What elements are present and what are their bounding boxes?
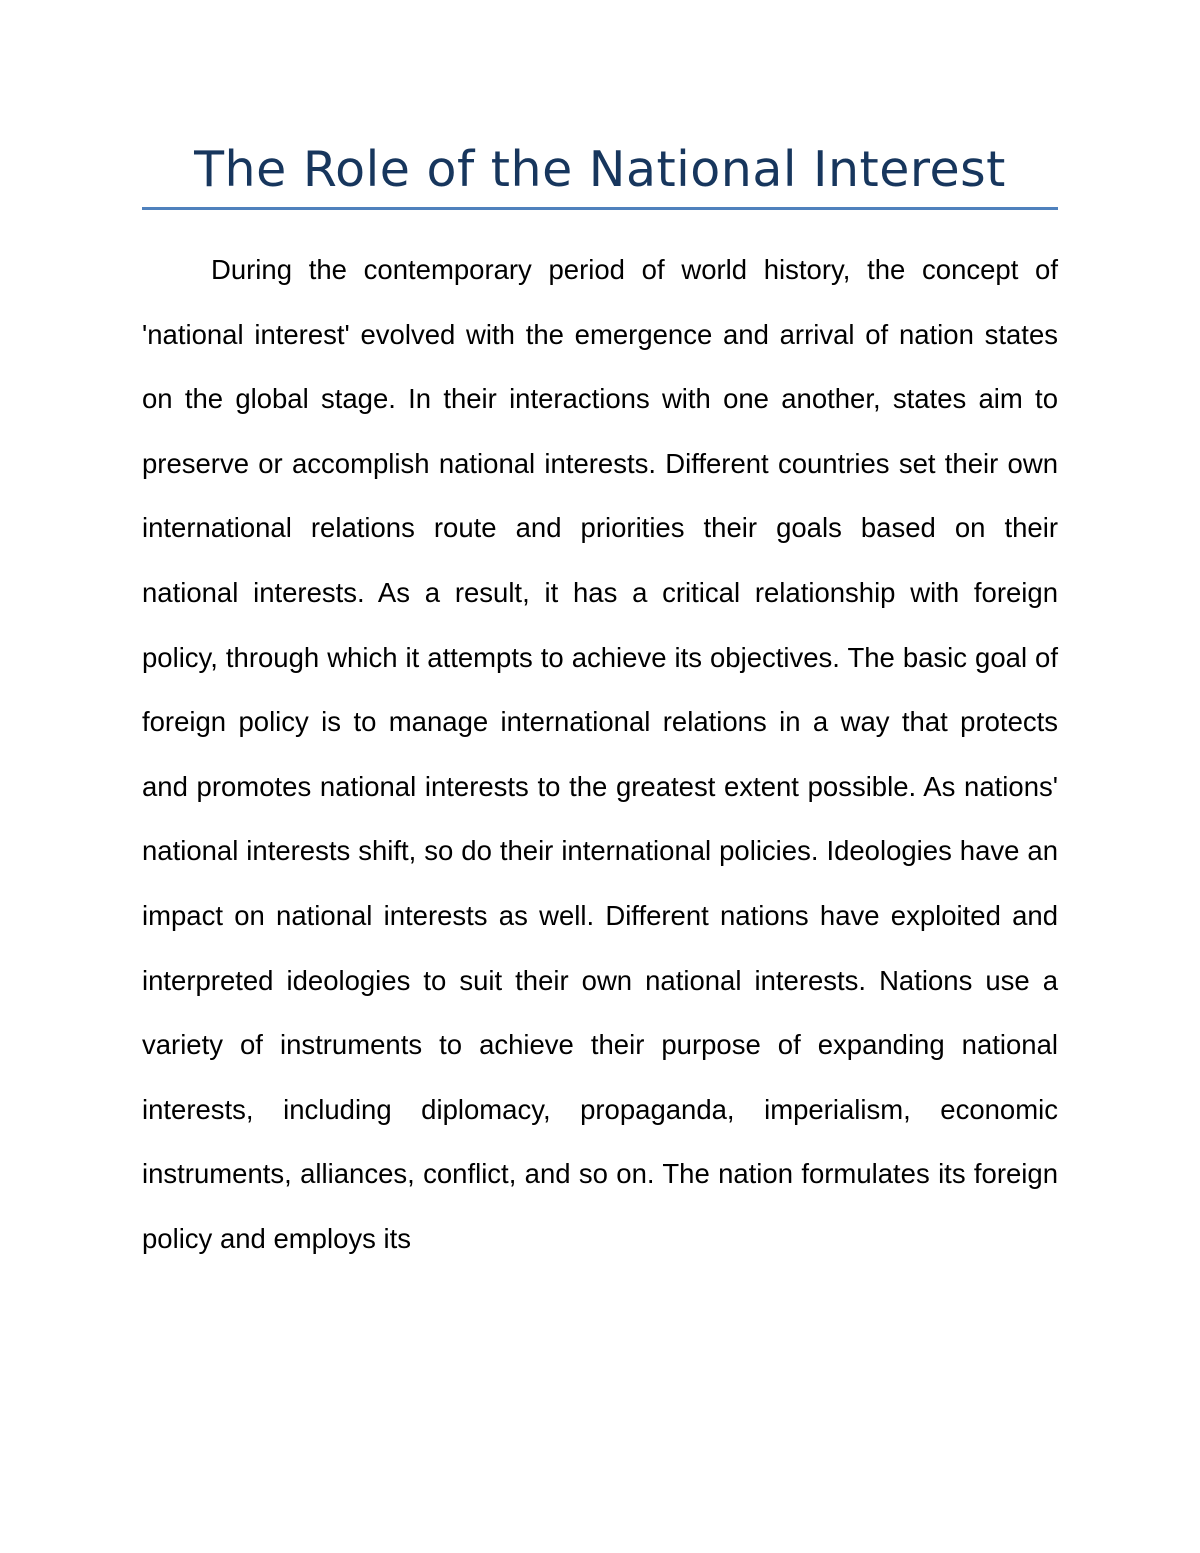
document-title: The Role of the National Interest [194, 141, 1006, 198]
document-body [142, 238, 1058, 1272]
title-underline-rule [142, 207, 1058, 210]
body-paragraph: During the contemporary period of world history, the concept of 'national interest' evolved with the emergence and arrival of nation states on the global stage. In their interactions with one another, states aim to preserve or accomplish national interests. Different countries set their own international relations route and priorities their goals based on their national interests. As a result, it has a critical relationship with foreign policy, through which it attempts to achieve its objectives. The basic goal of foreign policy is to manage international relations in a way that protects and promotes national interests to the greatest extent possible. As nations' national interests shift, so do their international policies. Ideologies have an impact on national interests as well. Different nations have exploited and interpreted ideologies to suit their own national interests. Nations use a variety of instruments to achieve their purpose of expanding national interests, including diplomacy, propaganda, imperialism, economic instruments, alliances, conflict, and so on. The nation formulates its foreign policy and employs its [142, 254, 1058, 1254]
